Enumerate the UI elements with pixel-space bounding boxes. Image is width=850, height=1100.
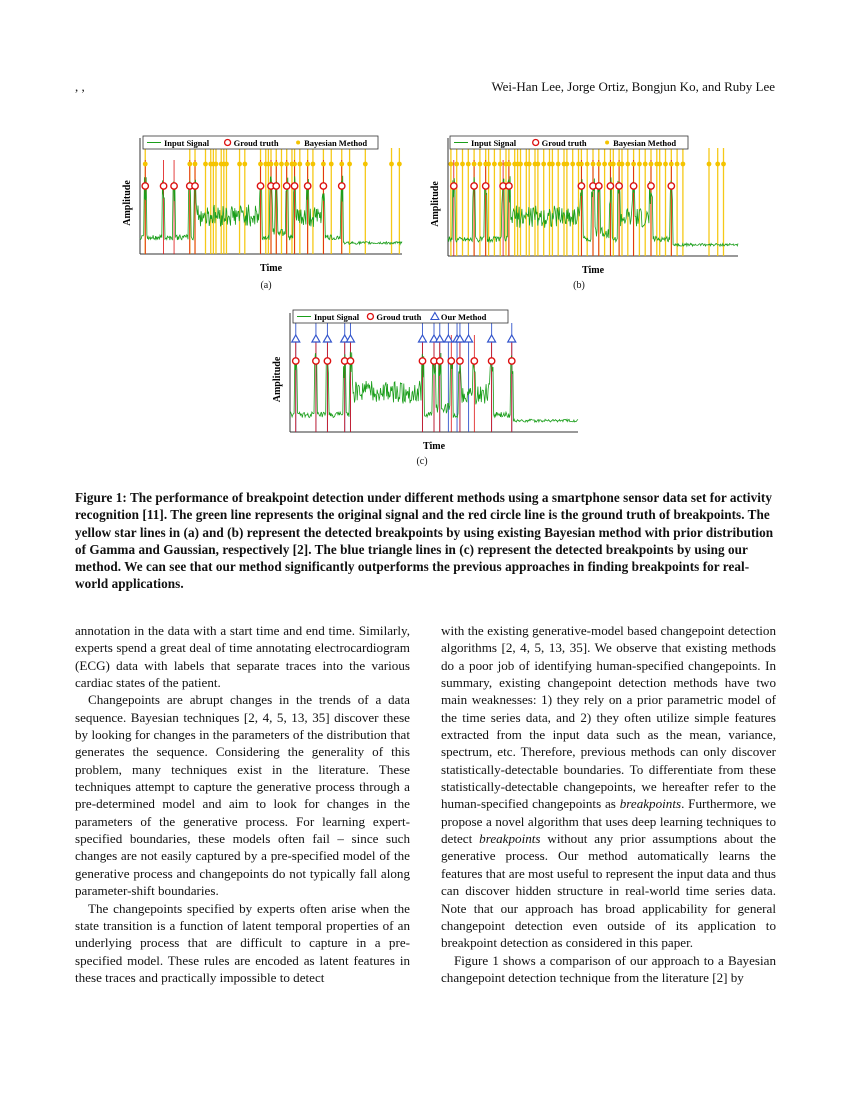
detected-breakpoint-marker bbox=[631, 162, 636, 167]
detected-breakpoint-marker bbox=[518, 162, 523, 167]
detected-breakpoint-marker bbox=[436, 335, 444, 342]
detected-breakpoint-marker bbox=[279, 162, 284, 167]
legend-swatch-method bbox=[605, 141, 609, 145]
ground-truth-marker bbox=[291, 183, 297, 189]
detected-breakpoint-marker bbox=[492, 162, 497, 167]
x-axis-label: Time bbox=[259, 263, 283, 274]
ground-truth-marker bbox=[668, 183, 674, 189]
detected-breakpoint-marker bbox=[466, 162, 471, 167]
detected-breakpoint-marker bbox=[508, 335, 516, 342]
ground-truth-marker bbox=[457, 358, 463, 364]
chart-b bbox=[428, 130, 748, 275]
detected-breakpoint-marker bbox=[488, 335, 496, 342]
detected-breakpoint-marker bbox=[585, 162, 590, 167]
ground-truth-marker bbox=[293, 358, 299, 364]
detected-breakpoint-marker bbox=[478, 162, 483, 167]
legend-label-method: Our Method bbox=[440, 312, 487, 322]
body-right-column bbox=[441, 622, 776, 986]
detected-breakpoint-marker bbox=[721, 162, 726, 167]
figure-panel-a bbox=[118, 130, 418, 275]
legend-label-ground-truth: Groud truth bbox=[541, 138, 587, 148]
running-header-left: , , bbox=[75, 79, 85, 94]
detected-breakpoint-marker bbox=[498, 162, 503, 167]
ground-truth-marker bbox=[192, 183, 198, 189]
x-axis-label: Time bbox=[581, 265, 605, 276]
detected-breakpoint-marker bbox=[579, 162, 584, 167]
legend-label-ground-truth: Groud truth bbox=[376, 312, 422, 322]
detected-breakpoint-marker bbox=[347, 162, 352, 167]
term-breakpoints: breakpoints bbox=[479, 831, 541, 847]
sub-label-a: (a) bbox=[260, 280, 272, 291]
detected-breakpoint-marker bbox=[465, 335, 473, 342]
ground-truth-marker bbox=[448, 358, 454, 364]
detected-breakpoint-marker bbox=[565, 162, 570, 167]
term-breakpoints: breakpoints bbox=[619, 796, 682, 812]
detected-breakpoint-marker bbox=[657, 162, 662, 167]
ground-truth-marker bbox=[347, 358, 353, 364]
detected-breakpoint-marker bbox=[418, 335, 426, 342]
detected-breakpoint-marker bbox=[321, 162, 326, 167]
legend-label-signal: Input Signal bbox=[471, 138, 517, 148]
chart-a bbox=[118, 130, 418, 275]
ground-truth-marker bbox=[171, 183, 177, 189]
ground-truth-marker bbox=[630, 183, 636, 189]
detected-breakpoint-marker bbox=[681, 162, 686, 167]
x-axis-label: Time bbox=[422, 441, 446, 452]
detected-breakpoint-marker bbox=[339, 162, 344, 167]
detected-breakpoint-marker bbox=[649, 162, 654, 167]
legend-swatch-ground-truth bbox=[367, 314, 373, 320]
ground-truth-marker bbox=[339, 183, 345, 189]
detected-breakpoint-marker bbox=[715, 162, 720, 167]
detected-breakpoint-marker bbox=[329, 162, 334, 167]
ground-truth-marker bbox=[273, 183, 279, 189]
y-axis-label: Amplitude bbox=[122, 180, 133, 226]
detected-breakpoint-marker bbox=[449, 162, 454, 167]
detected-breakpoint-marker bbox=[193, 162, 198, 167]
ground-truth-marker bbox=[506, 183, 512, 189]
detected-breakpoint-marker bbox=[507, 162, 512, 167]
detected-breakpoint-marker bbox=[311, 162, 316, 167]
paragraph: annotation in the data with a start time and end time. Similarly, experts spend a great deal of time annotating electrocardiogram (ECG) data with labels that separate traces into the various cardiac states of the patient. bbox=[75, 623, 410, 691]
ground-truth-marker bbox=[257, 183, 263, 189]
ground-truth-marker bbox=[160, 183, 166, 189]
detected-breakpoint-marker bbox=[292, 335, 300, 342]
legend-label-signal: Input Signal bbox=[314, 312, 360, 322]
detected-breakpoint-marker bbox=[625, 162, 630, 167]
ground-truth-marker bbox=[451, 183, 457, 189]
y-axis-label: Amplitude bbox=[430, 181, 441, 227]
detected-breakpoint-marker bbox=[596, 162, 601, 167]
detected-breakpoint-marker bbox=[292, 162, 297, 167]
detected-breakpoint-marker bbox=[269, 162, 274, 167]
legend-label-method: Bayesian Method bbox=[304, 138, 368, 148]
detected-breakpoint-marker bbox=[242, 162, 247, 167]
ground-truth-marker bbox=[320, 183, 326, 189]
legend-swatch-ground-truth bbox=[533, 140, 539, 146]
body-left-column bbox=[75, 622, 410, 986]
detected-breakpoint-marker bbox=[472, 162, 477, 167]
detected-breakpoint-marker bbox=[620, 162, 625, 167]
ground-truth-marker bbox=[437, 358, 443, 364]
detected-breakpoint-marker bbox=[284, 162, 289, 167]
ground-truth-marker bbox=[471, 183, 477, 189]
detected-breakpoint-marker bbox=[187, 162, 192, 167]
ground-truth-marker bbox=[419, 358, 425, 364]
detected-breakpoint-marker bbox=[460, 162, 465, 167]
ground-truth-marker bbox=[616, 183, 622, 189]
detected-breakpoint-marker bbox=[591, 162, 596, 167]
sub-label-b: (b) bbox=[573, 280, 585, 291]
ground-truth-marker bbox=[648, 183, 654, 189]
ground-truth-marker bbox=[284, 183, 290, 189]
detected-breakpoint-marker bbox=[602, 162, 607, 167]
detected-breakpoint-marker bbox=[143, 162, 148, 167]
detected-breakpoint-marker bbox=[397, 162, 402, 167]
detected-breakpoint-marker bbox=[305, 162, 310, 167]
figure-panel-c bbox=[270, 305, 590, 450]
detected-breakpoint-marker bbox=[389, 162, 394, 167]
detected-breakpoint-marker bbox=[237, 162, 242, 167]
ground-truth-marker bbox=[596, 183, 602, 189]
detected-breakpoint-marker bbox=[707, 162, 712, 167]
paragraph: The changepoints specified by experts often arise when the state transition is a function of latent temporal properties of an underlying process that are difficult to capture in a pre-specified model. These rules are encoded as latent features in these traces and practically impossible to detect bbox=[75, 900, 410, 985]
detected-breakpoint-marker bbox=[643, 162, 648, 167]
detected-breakpoint-marker bbox=[675, 162, 680, 167]
detected-breakpoint-marker bbox=[637, 162, 642, 167]
detected-breakpoint-marker bbox=[550, 162, 555, 167]
detected-breakpoint-marker bbox=[323, 335, 331, 342]
paragraph: with the existing generative-model based changepoint detection algorithms [2, 4, 5, 13, 35]. We observe that existing methods do a poor job of identifying human-specified changepoints. In summary, existing changepoint detection methods have two main weaknesses: 1) they rely on a prior parametric model of the time series data, and 2) they often utilize simple features extracted from the input data such as the mean, variance, spectrum, etc. Therefore, previous methods can only discover statistically-detectable boundaries. To differentiate from these statistically-detectable changepoints, we hereafter refer to the human-specified changepoints as breakpoints. Furthermore, we propose a novel algorithm that uses deep learning techniques to detect breakpoints without any prior assumptions about the generative process. Our method automatically learns the features that are most useful to represent the input data and thus can discover hidden structure in real-world time series data. Note that our approach has broad applicability for general changepoint detection even outside of its application to breakpoint detection as considered in this paper. bbox=[441, 623, 776, 951]
detected-breakpoint-marker bbox=[663, 162, 668, 167]
detected-breakpoint-marker bbox=[527, 162, 532, 167]
detected-breakpoint-marker bbox=[536, 162, 541, 167]
detected-breakpoint-marker bbox=[556, 162, 561, 167]
ground-truth-marker bbox=[483, 183, 489, 189]
ground-truth-marker bbox=[509, 358, 515, 364]
detected-breakpoint-marker bbox=[203, 162, 208, 167]
paragraph: Figure 1 shows a comparison of our approach to a Bayesian changepoint detection technique from the literature [2] by bbox=[441, 952, 776, 985]
figure-caption: Figure 1: The performance of breakpoint detection under different methods using a smartphone sensor data set for activity recognition [11]. The green line represents the original signal and the red circle line is the ground truth of breakpoints. The yellow star lines in (a) and (b) represent the detected breakpoints by using existing Bayesian method with prior distribution of Gamma and Gaussian, respectively [2]. The blue triangle lines in (c) represent the detected breakpoints by using our method. We can see that our method significantly outperforms the previous approaches in finding breakpoints for real-world applications. bbox=[75, 490, 774, 592]
detected-breakpoint-marker bbox=[611, 162, 616, 167]
detected-breakpoint-marker bbox=[224, 162, 229, 167]
running-header-authors: Wei-Han Lee, Jorge Ortiz, Bongjun Ko, and Ruby Lee bbox=[491, 79, 775, 94]
figure-panel-b bbox=[428, 130, 748, 275]
detected-breakpoint-marker bbox=[669, 162, 674, 167]
detected-breakpoint-marker bbox=[486, 162, 491, 167]
ground-truth-marker bbox=[578, 183, 584, 189]
ground-truth-marker bbox=[313, 358, 319, 364]
detected-breakpoint-marker bbox=[214, 162, 219, 167]
ground-truth-marker bbox=[304, 183, 310, 189]
ground-truth-marker bbox=[471, 358, 477, 364]
chart-c bbox=[270, 305, 590, 450]
legend-label-ground-truth: Groud truth bbox=[233, 138, 279, 148]
detected-breakpoint-marker bbox=[346, 335, 354, 342]
detected-breakpoint-marker bbox=[274, 162, 279, 167]
ground-truth-marker bbox=[142, 183, 148, 189]
detected-breakpoint-marker bbox=[454, 162, 459, 167]
ground-truth-marker bbox=[324, 358, 330, 364]
legend-label-signal: Input Signal bbox=[164, 138, 210, 148]
legend-label-method: Bayesian Method bbox=[613, 138, 677, 148]
detected-breakpoint-marker bbox=[541, 162, 546, 167]
detected-breakpoint-marker bbox=[312, 335, 320, 342]
legend-swatch-ground-truth bbox=[225, 140, 231, 146]
detected-breakpoint-marker bbox=[570, 162, 575, 167]
paragraph: Changepoints are abrupt changes in the trends of a data sequence. Bayesian techniques [2, 4, 5, 13, 35] discover these by looking for changes in the parameters of the distribution that generates the sequence. Considering the generality of this problem, many techniques exist in the literature. These techniques attempt to capture the generative process through a pre-determined model and aim to look for changes in the parameters of the generative process. For learning expert-specified boundaries, these models often fail – since such changes are not easily captured by a pre-specified model of the generative process and changepoints do not typically fall along parameter-shift boundaries. bbox=[75, 692, 410, 899]
detected-breakpoint-marker bbox=[297, 162, 302, 167]
ground-truth-marker bbox=[488, 358, 494, 364]
detected-breakpoint-marker bbox=[258, 162, 263, 167]
detected-breakpoint-marker bbox=[363, 162, 368, 167]
y-axis-label: Amplitude bbox=[272, 356, 283, 403]
legend-swatch-method bbox=[296, 141, 300, 145]
ground-truth-marker bbox=[607, 183, 613, 189]
sub-label-c: (c) bbox=[416, 456, 428, 467]
